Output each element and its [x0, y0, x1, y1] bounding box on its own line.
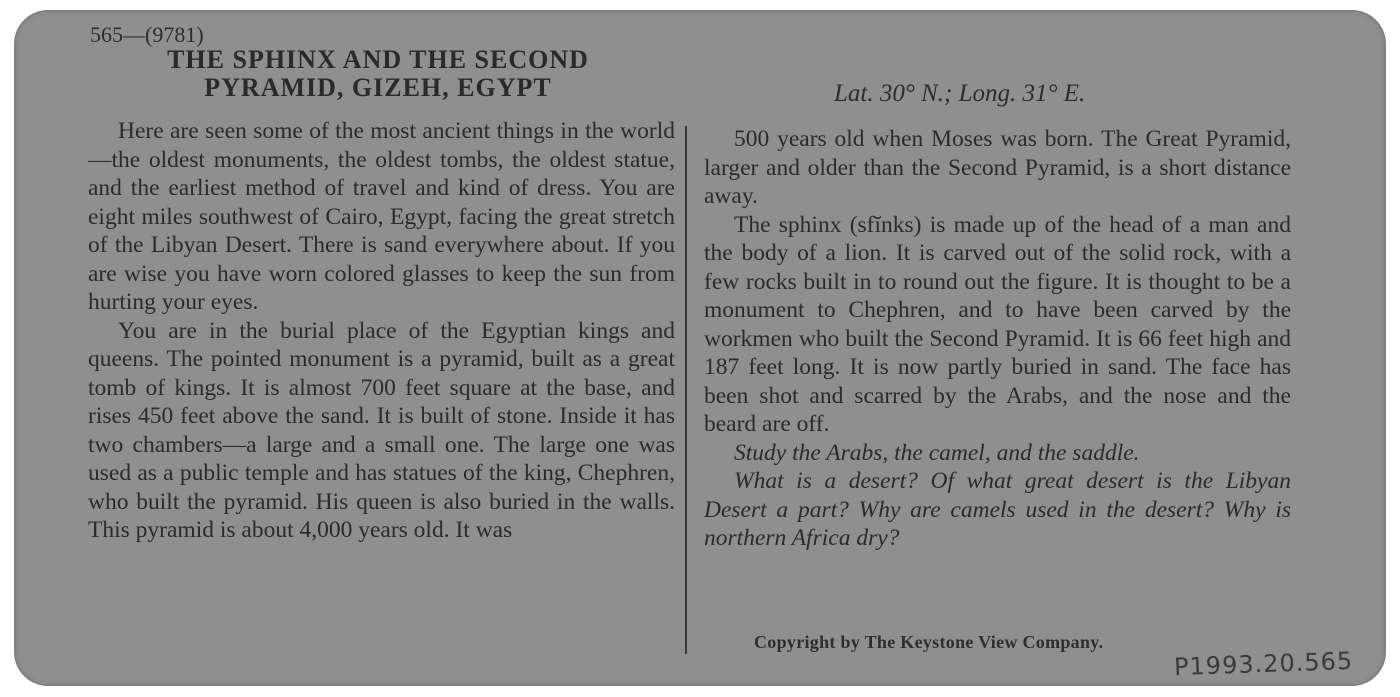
catalog-number: 565—(9781): [90, 22, 204, 47]
card-title: [98, 46, 658, 102]
right-column: [704, 125, 1291, 553]
accession-number: P1993.20.565: [1173, 646, 1354, 682]
copyright-notice: Copyright by The Keystone View Company.: [754, 632, 1104, 652]
column-divider: [685, 126, 687, 654]
left-paragraph-2: You are in the burial place of the Egyptian kings and queens. The pointed monument is a pyramid, built as a great tomb of kings. It is almost 700 feet square at the base, and rises 450 feet above the sand. It is built of stone. Inside it has two chambers—a large and a small one. The large one was used as a public temple and has statues of the king, Chephren, who built the pyramid. His queen is also buried in the walls. This pyramid is about 4,000 years old. It was: [88, 317, 675, 543]
study-questions: What is a desert? Of what great desert is the Libyan Desert a part? Why are camels used in the desert? Why is northern Africa dry?: [704, 468, 1291, 551]
right-paragraph-2: The sphinx (sfĭnks) is made up of the head of a man and the body of a lion. It is carved out of the solid rock, with a few rocks built in to round out the figure. It is thought to be a monument to Chephren, and to have been carved by the workmen who built the Second Pyramid. It is 66 feet high and 187 feet long. It is now partly buried in sand. The face has been shot and scarred by the Arabs, and the nose and the beard are off.: [704, 211, 1291, 437]
title-line-1: THE SPHINX AND THE SECOND: [167, 45, 589, 74]
right-paragraph-1: 500 years old when Moses was born. The Great Pyramid, larger and older than the Second Pyramid, is a short distance away.: [704, 126, 1291, 209]
left-paragraph-1: Here are seen some of the most ancient things in the world—the oldest monuments, the oldest tombs, the oldest statue, and the earliest method of travel and kind of dress. You are eight miles southwest of Cairo, Egypt, facing the great stretch of the Libyan Desert. There is sand everywhere about. If you are wise you have worn colored glasses to keep the sun from hurting your eyes.: [88, 118, 675, 315]
study-prompt: Study the Arabs, the camel, and the saddle.: [734, 439, 1140, 466]
left-column: [88, 117, 675, 545]
title-line-2: PYRAMID, GIZEH, EGYPT: [204, 73, 552, 102]
stereograph-card-back: [14, 10, 1386, 686]
latitude-longitude: Lat. 30° N.; Long. 31° E.: [834, 80, 1086, 107]
